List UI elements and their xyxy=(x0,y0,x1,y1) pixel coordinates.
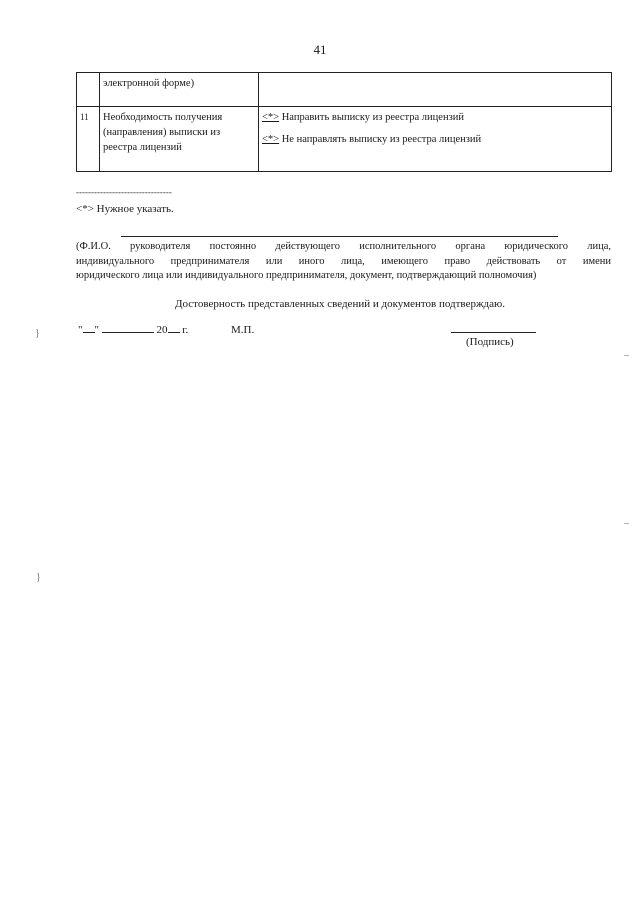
footnote-text: <*> Нужное указать. xyxy=(76,203,174,215)
scan-mark-icon: – xyxy=(624,350,629,361)
options-cell xyxy=(259,107,612,172)
row-number: 11 xyxy=(77,107,100,172)
option-label: Не направлять выписку из реестра лицензий xyxy=(279,134,482,145)
page-number: 41 xyxy=(313,42,327,57)
year-prefix: 20 xyxy=(156,324,168,336)
signature-label: (Подпись) xyxy=(466,336,514,348)
signature-line[interactable] xyxy=(451,332,536,333)
fio-signature-line xyxy=(121,236,558,237)
option-do-not-send-extract[interactable] xyxy=(262,132,608,147)
fio-caption-line: (Ф.И.О. руководителя постоянно действующего исполнительного органа юридического лица, xyxy=(76,241,611,252)
row-number-cell-empty xyxy=(77,73,100,107)
table-row-continuation xyxy=(77,73,612,107)
confirmation-text: Достоверность представленных сведений и документов подтверждаю. xyxy=(175,298,505,310)
continuation-text: электронной форме) xyxy=(100,73,259,107)
scan-mark-icon: – xyxy=(624,518,629,529)
table-row xyxy=(77,107,612,172)
stamp-place-label: М.П. xyxy=(231,324,255,336)
month-blank[interactable] xyxy=(102,332,154,333)
option-send-extract[interactable] xyxy=(262,110,608,125)
option-label: Направить выписку из реестра лицензий xyxy=(279,112,464,123)
day-blank[interactable] xyxy=(83,332,95,333)
option-mark: <*> xyxy=(262,134,280,145)
row-name: Необходимость получения (направления) выписки из реестра лицензий xyxy=(100,107,259,172)
year-suffix: г. xyxy=(179,324,189,336)
fio-caption-line: индивидуального предпринимателя или иного лица, имеющего право действовать от имени xyxy=(76,255,611,267)
fio-caption-line: юридического лица или индивидуального предпринимателя, документ, подтверждающий полномочия) xyxy=(76,270,537,281)
quote-close: " xyxy=(94,324,99,336)
form-table xyxy=(76,72,612,172)
option-mark: <*> xyxy=(262,112,280,123)
quote-open: " xyxy=(78,324,83,336)
fio-caption xyxy=(76,240,611,284)
value-cell-empty xyxy=(259,73,612,107)
footnote-separator: -------------------------------- xyxy=(76,187,172,197)
year-blank[interactable] xyxy=(168,332,180,333)
binding-mark-icon: } xyxy=(36,572,41,583)
date-field[interactable] xyxy=(78,324,188,336)
binding-mark-icon: } xyxy=(35,328,40,339)
